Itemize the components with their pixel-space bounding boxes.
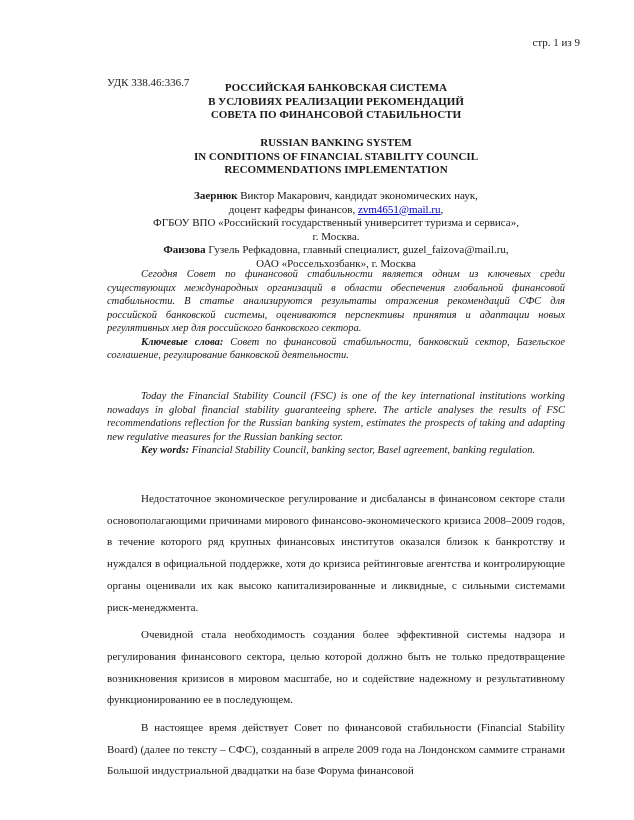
author1-position: доцент кафедры финансов, <box>228 203 358 216</box>
author1-affiliation: ФГБОУ ВПО «Российский государственный университет туризма и сервиса», <box>153 217 519 229</box>
author1-comma: , <box>440 203 444 216</box>
authors-block <box>107 190 565 271</box>
title-ru-line: СОВЕТА ПО ФИНАНСОВОЙ СТАБИЛЬНОСТИ <box>210 109 462 121</box>
title-russian <box>107 82 565 123</box>
title-en-line: RECOMMENDATIONS IMPLEMENTATION <box>224 164 448 176</box>
author1-email-link[interactable]: zvm4651@mail.ru <box>357 203 441 216</box>
keywords-en-label: Key words: <box>141 445 190 456</box>
author2-info: Гузель Рефкадовна, главный специалист, guzel_faizova@mail.ru, <box>205 244 509 256</box>
keywords-ru-label: Ключевые слова: <box>141 336 224 348</box>
author2-line1 <box>107 244 565 258</box>
body-paragraph: В настоящее время действует Совет по финансовой стабильности (Financial Stability Board) (далее по тексту – СФС), созданный в апреле 2009 года на Лондонском саммите странами Большой индустриальной двадцатки на базе Форума финансовой <box>107 722 565 778</box>
keywords-ru <box>107 336 565 363</box>
title-en-line: IN CONDITIONS OF FINANCIAL STABILITY COUNCIL <box>193 150 479 163</box>
title-english <box>107 137 565 178</box>
author1-surname: Заернюк <box>194 190 238 202</box>
title-ru-line: РОССИЙСКАЯ БАНКОВСКАЯ СИСТЕМА <box>224 82 448 94</box>
keywords-en <box>107 444 565 458</box>
author2-affiliation: ОАО «Россельхозбанк», г. Москва <box>256 257 416 270</box>
author1-info: Виктор Макарович, кандидат экономических наук, <box>237 190 478 202</box>
author2-surname: Фаизова <box>163 244 206 256</box>
title-en-line: RUSSIAN BANKING SYSTEM <box>260 137 412 149</box>
body-paragraph: Недостаточное экономическое регулирование и дисбалансы в финансовом секторе стали основополагающими причинами мирового финансово-экономического кризиса 2008–2009 годов, в течение которого ряд крупных финансовых институтов оказался близок к банкротству и нуждался в официальной поддержке, хотя до кризиса рейтинговые агентства и контролирующие органы оценивали их как высоко капитализированные и ликвидные, с сильными системами риск-менеджмента. <box>107 493 565 614</box>
author1-line1 <box>107 190 565 204</box>
page-number: стр. 1 из 9 <box>532 37 580 49</box>
body-text <box>107 489 565 789</box>
keywords-ru-text: Совет по финансовой стабильности, банковский сектор, Базельское соглашение, регулирование банковской деятельности. <box>107 336 565 361</box>
abstract-en-text: Today the Financial Stability Council (FSC) is one of the key international institutions working nowadays in global financial stability guaranteeing sphere. The article analyses the results of FSC recommendations reflection for the Russian banking system, estimates the prospects of taking and adapting new regulative measures for the Russian banking sector. <box>107 391 565 443</box>
body-paragraph: Очевидной стала необходимость создания более эффективной системы надзора и регулирования финансового сектора, целью которой должно быть не только предотвращение возникновения кризисов в мировом масштабе, но и содействие надежному и результативному функционированию ее в последующем. <box>107 629 565 707</box>
author1-city: г. Москва. <box>312 230 360 243</box>
abstract-english <box>107 390 565 458</box>
keywords-en-text: Financial Stability Council, banking sector, Basel agreement, banking regulation. <box>189 445 536 456</box>
title-ru-line: В УСЛОВИЯХ РЕАЛИЗАЦИИ РЕКОМЕНДАЦИЙ <box>208 95 464 108</box>
abstract-russian <box>107 268 565 363</box>
udk-code: УДК 338.46:336.7 <box>107 77 190 89</box>
author1-line2 <box>107 204 565 218</box>
abstract-ru-text: Сегодня Совет по финансовой стабильности является одним из ключевых среди существующих международных организаций в области обеспечения глобальной финансовой стабильности. В статье анализируются результаты отражения рекомендаций СФС для российской банковской системы, оцениваются перспективы принятия и адаптации новых регулятивных мер для российского банковского сектора. <box>107 269 565 334</box>
